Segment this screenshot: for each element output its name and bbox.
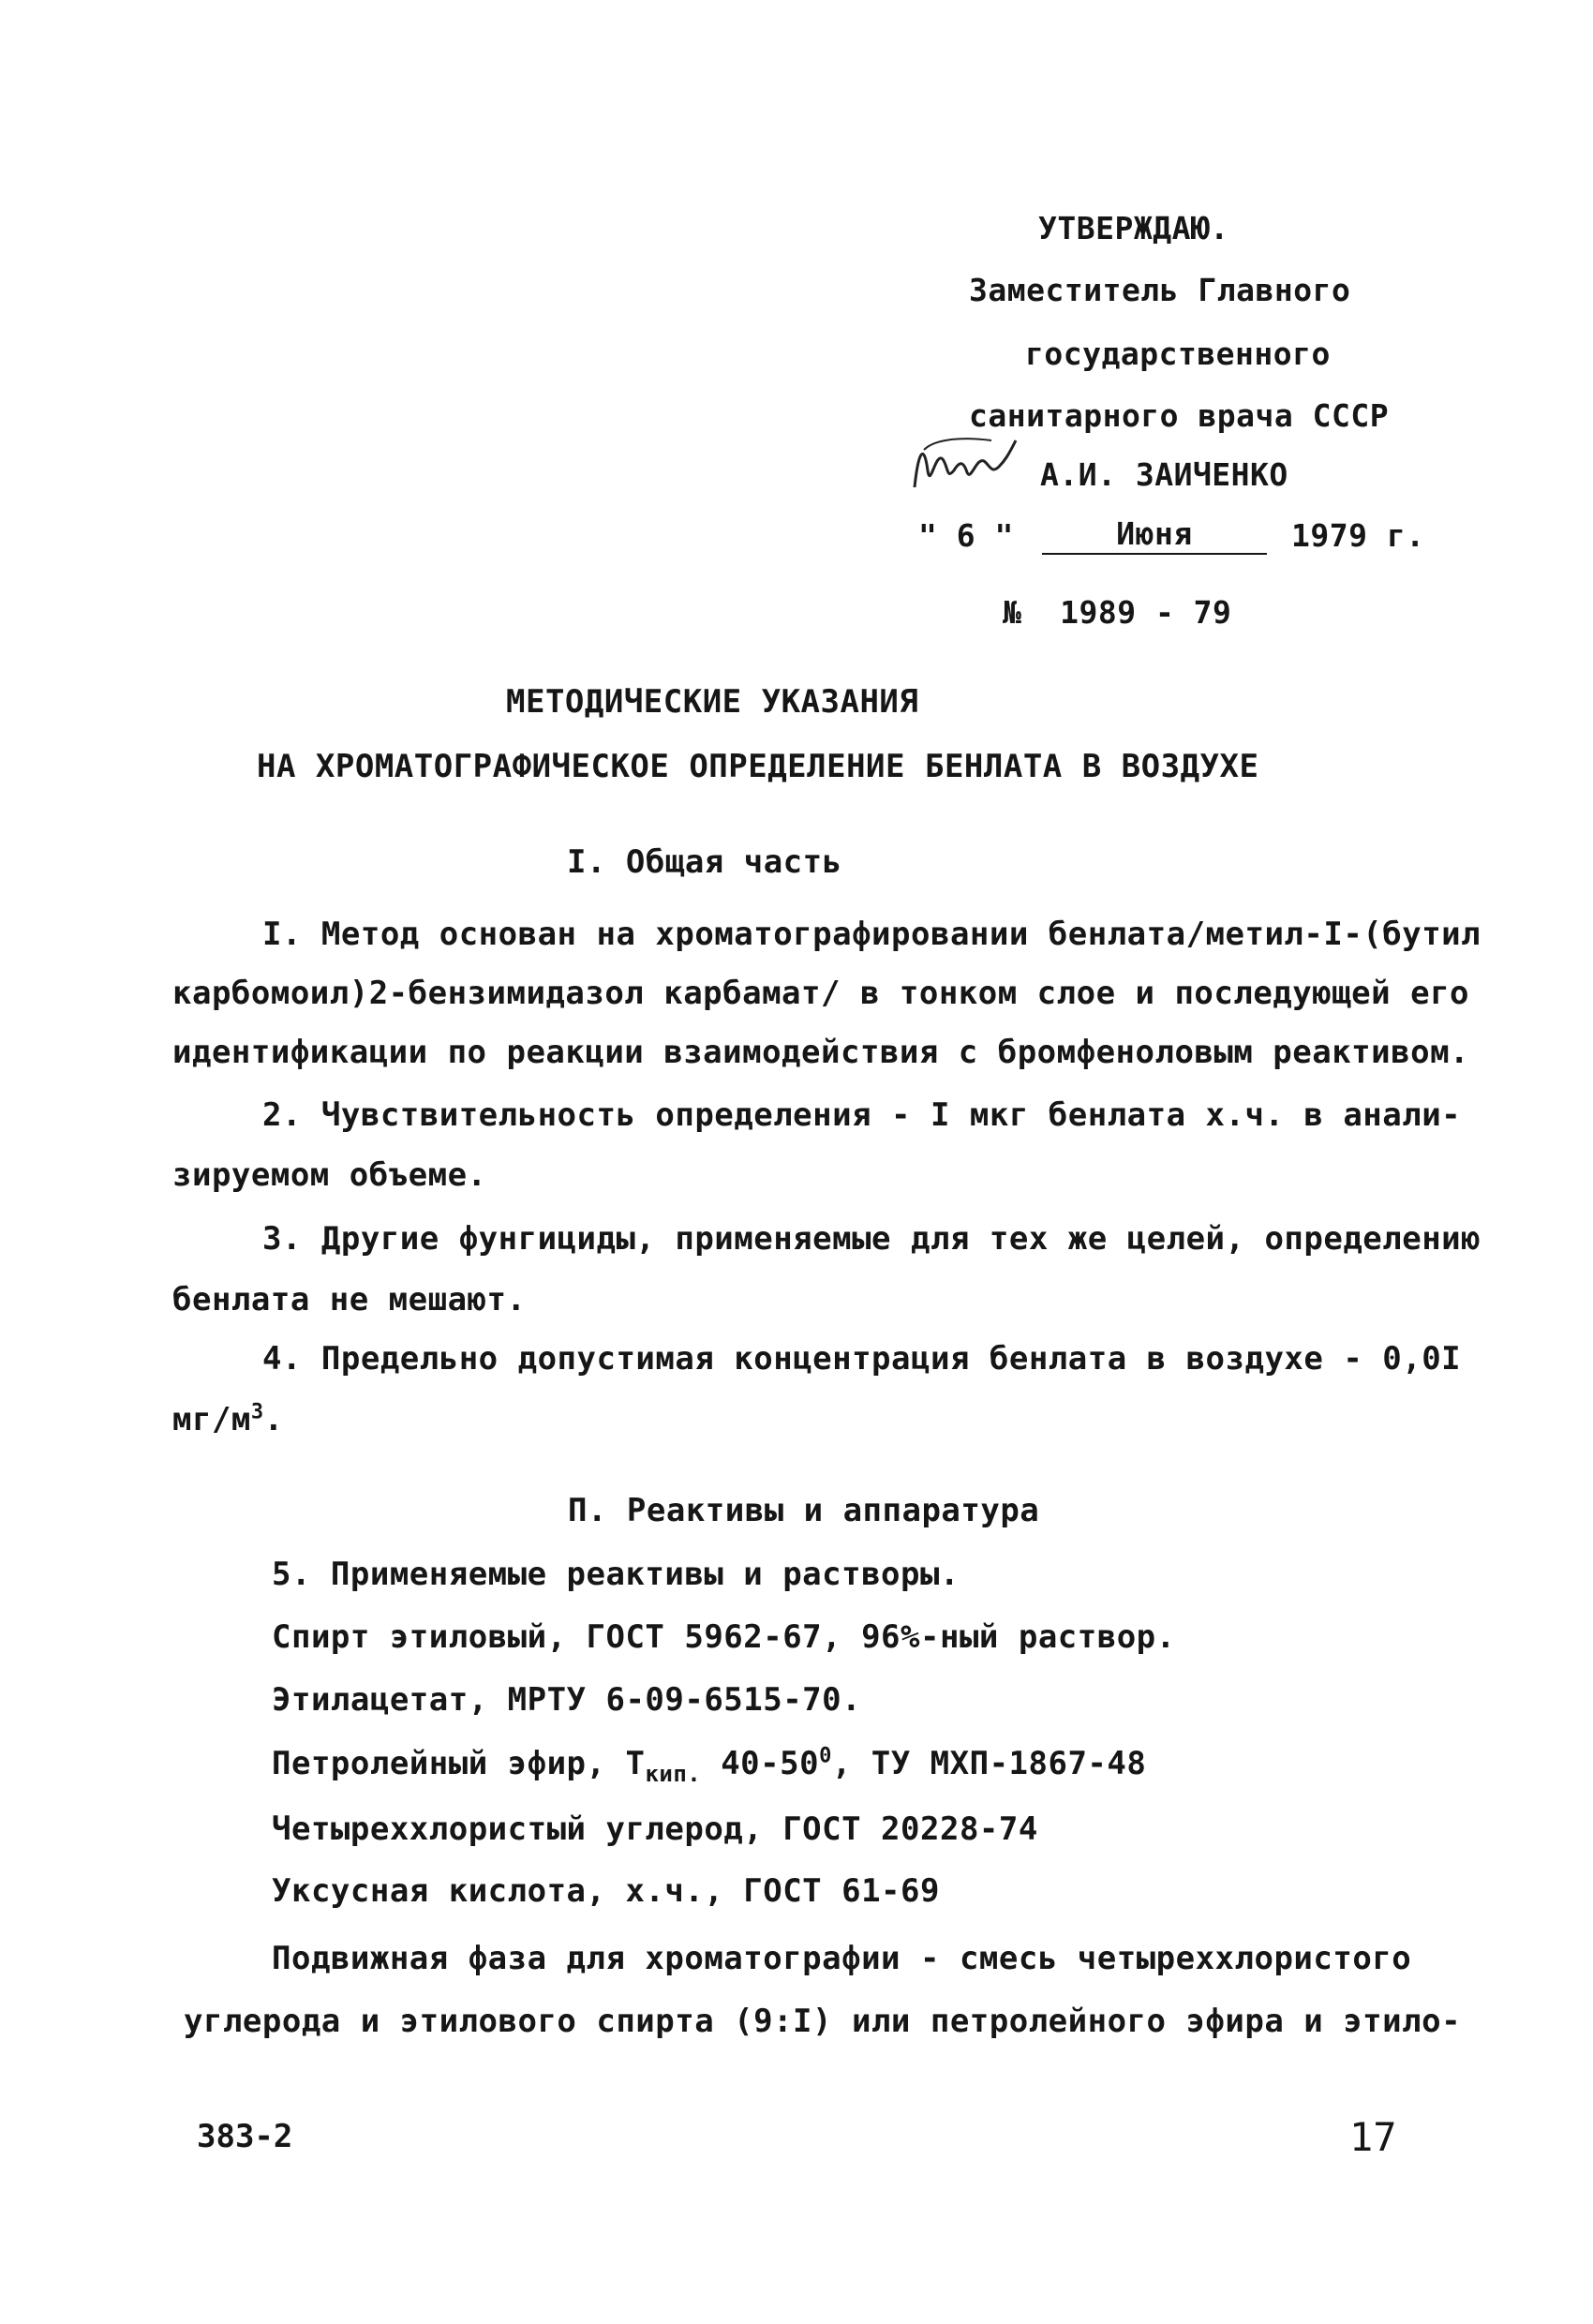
approval-date-month: Июня <box>1042 515 1267 555</box>
approval-line-3: государственного <box>1025 335 1331 372</box>
approval-number: № 1989 - 79 <box>1003 594 1232 631</box>
paragraph-1-line-2: карбомоил)2-бензимидазол карбамат/ в тонком слое и последующей его <box>172 975 1470 1012</box>
mobile-phase-line-2: углерода и этилового спирта (9:I) или петролейного эфира и этило- <box>184 2003 1462 2040</box>
paragraph-3-line-1: 3. Другие фунгициды, применяемые для тех же целей, определению <box>262 1220 1481 1258</box>
reagent-acetic-acid: Уксусная кислота, х.ч., ГОСТ 61-69 <box>272 1872 940 1910</box>
reagent-petroleum-ether-a: Петролейный эфир, Т <box>272 1745 646 1782</box>
approver-name: А.И. ЗАИЧЕНКО <box>1040 456 1288 493</box>
approval-line-1: УТВЕРЖДАЮ. <box>1038 210 1229 246</box>
section-2-heading: П. Реактивы и аппаратура <box>568 1492 1040 1529</box>
paragraph-2-line-2: зируемом объеме. <box>172 1156 487 1194</box>
document-code: 383-2 <box>197 2118 293 2155</box>
reagent-petroleum-ether-c: , ТУ МХП-1867-48 <box>831 1745 1147 1782</box>
section-1-heading: I. Общая часть <box>567 843 842 881</box>
reagent-petroleum-ether-b: 40-50 <box>701 1745 820 1782</box>
unit-end: . <box>263 1401 284 1438</box>
unit-text: мг/м <box>172 1401 251 1438</box>
degree-superscript: 0 <box>819 1744 832 1768</box>
paragraph-2-line-1: 2. Чувствительность определения - I мкг бенлата х.ч. в анали- <box>262 1096 1462 1134</box>
paragraph-3-line-2: бенлата не мешают. <box>172 1281 527 1318</box>
paragraph-4-line-1: 4. Предельно допустимая концентрация бенлата в воздухе - 0,0I <box>262 1340 1462 1378</box>
document-title-line-1: МЕТОДИЧЕСКИЕ УКАЗАНИЯ <box>506 683 919 721</box>
paragraph-1-line-3: идентификации по реакции взаимодействия с бромфеноловым реактивом. <box>172 1034 1470 1071</box>
signature <box>907 433 1020 499</box>
paragraph-4-line-2 <box>172 1399 284 1440</box>
boiling-subscript: кип. <box>645 1760 702 1787</box>
reagent-ethyl-acetate: Этилацетат, МРТУ 6-09-6515-70. <box>272 1681 862 1719</box>
mobile-phase-line-1: Подвижная фаза для хроматографии - смесь четыреххлористого <box>272 1940 1412 1977</box>
unit-superscript: 3 <box>250 1400 264 1424</box>
document-title-line-2: НА ХРОМАТОГРАФИЧЕСКОЕ ОПРЕДЕЛЕНИЕ БЕНЛАТА В ВОЗДУХЕ <box>257 748 1259 785</box>
approval-date-year: 1979 г. <box>1291 517 1425 554</box>
paragraph-1-line-1: I. Метод основан на хроматографировании бенлата/метил-I-(бутил <box>262 916 1481 953</box>
reagent-ethanol: Спирт этиловый, ГОСТ 5962-67, 96%-ный раствор. <box>272 1618 1176 1656</box>
item-5-heading: 5. Применяемые реактивы и растворы. <box>272 1556 960 1593</box>
reagent-petroleum-ether <box>272 1743 1147 1787</box>
approval-line-4: санитарного врача СССР <box>969 397 1390 434</box>
page-number: 17 <box>1349 2114 1397 2160</box>
approval-line-2: Заместитель Главного <box>969 272 1351 308</box>
reagent-carbon-tetrachloride: Четыреххлористый углерод, ГОСТ 20228-74 <box>272 1810 1038 1848</box>
approval-date-day: " 6 " <box>918 517 1014 554</box>
